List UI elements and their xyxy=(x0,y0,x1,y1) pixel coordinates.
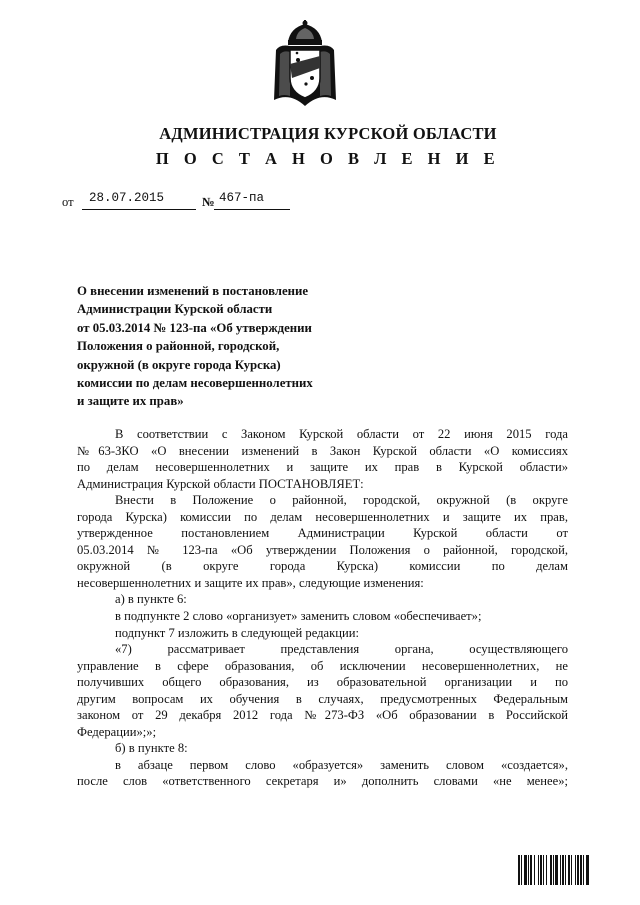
document-type-title: П О С Т А Н О В Л Е Н И Е xyxy=(155,149,501,168)
body-line: получивших общего образования, из образовательной организации и по xyxy=(77,675,568,690)
body-line: по делам несовершеннолетних и защите их прав в Курской области» xyxy=(77,460,568,475)
body-line: в подпункте 2 слово «организует» заменить словом «обеспечивает»; xyxy=(115,609,482,624)
date-label: от xyxy=(62,195,74,209)
document-subject xyxy=(77,282,407,411)
number-underline xyxy=(214,209,290,210)
subject-line: и защите их прав» xyxy=(77,394,184,409)
document-body xyxy=(77,426,568,790)
body-line: подпункт 7 изложить в следующей редакции: xyxy=(115,625,359,640)
subject-line: от 05.03.2014 № 123-па «Об утверждении xyxy=(77,320,312,335)
body-line: управление в сфере образования, об исключении несовершеннолетних, не xyxy=(77,658,568,673)
body-line: а) в пункте 6: xyxy=(115,592,187,607)
body-line: «7) рассматривает представления органа, осуществляющего xyxy=(115,642,568,657)
body-line: б) в пункте 8: xyxy=(115,741,188,756)
subject-line: окружной (в округе города Курска) xyxy=(77,357,281,372)
body-line: Администрация Курской области ПОСТАНОВЛЯЕТ: xyxy=(77,476,364,491)
body-line: №63-ЗКО «О внесении изменений в Закон Курской области «О комиссиях xyxy=(77,443,568,458)
body-line: окружной (в округе города Курска) комиссии по делам xyxy=(77,559,568,574)
body-line: Федерации»;»; xyxy=(77,724,157,739)
subject-line: О внесении изменений в постановление xyxy=(77,284,309,298)
body-line: 05.03.2014 № 123-па «Об утверждении Положения о районной, городской, xyxy=(77,542,568,557)
coat-of-arms-emblem xyxy=(270,20,340,108)
subject-line: Администрации Курской области xyxy=(77,302,273,317)
body-line: В соответствии с Законом Курской области от 22 июня 2015 года xyxy=(115,427,568,441)
number-label: № xyxy=(202,195,215,209)
body-line: утвержденное постановлением Администрации Курской области от xyxy=(77,526,568,541)
body-line: несовершеннолетних и защите их прав», следующие изменения: xyxy=(77,575,424,590)
number-value: 467-па xyxy=(219,191,265,205)
body-line: законом от 29 декабря 2012 года №273-ФЗ «Об образовании в Российской xyxy=(77,708,568,723)
body-line: после слов «ответственного секретаря и» дополнить словами «не менее»; xyxy=(77,774,568,789)
barcode-image xyxy=(518,855,614,885)
body-line: Внести в Положение о районной, городской, окружной (в округе xyxy=(115,493,568,508)
subject-line: Положения о районной, городской, xyxy=(77,339,280,354)
subject-line: комиссии по делам несовершеннолетних xyxy=(77,376,313,391)
organization-title: АДМИНИСТРАЦИЯ КУРСКОЙ ОБЛАСТИ xyxy=(159,124,497,143)
date-underline xyxy=(82,209,196,210)
date-value: 28.07.2015 xyxy=(89,191,165,205)
body-line: другим вопросам их обучения в случаях, предусмотренных Федеральным xyxy=(77,691,568,706)
body-line: города Курска) комиссии по делам несовершеннолетних и защите их прав, xyxy=(77,509,568,524)
body-line: в абзаце первом слово «образуется» заменить словом «создается», xyxy=(115,757,568,772)
